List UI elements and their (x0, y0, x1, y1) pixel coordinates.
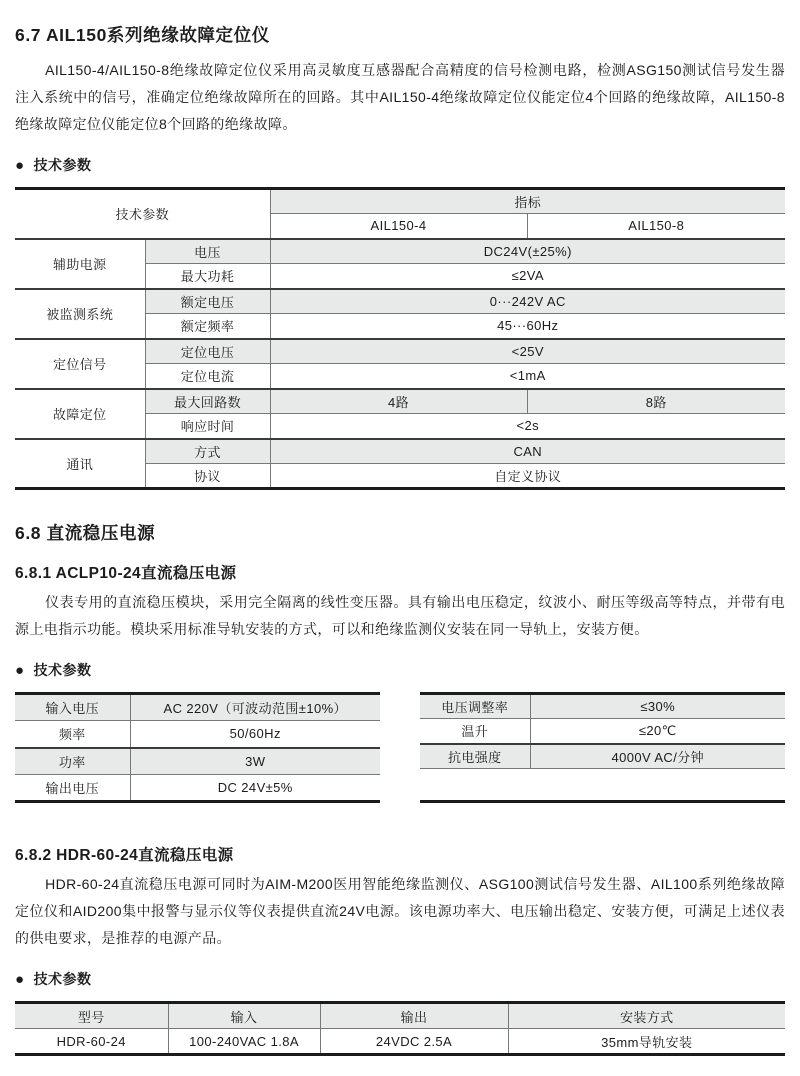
section-6-8-2-paragraph: HDR-60-24直流稳压电源可同时为AIM-M200医用智能绝缘监测仪、ASG100测试信号发生器、AIL100系列绝缘故障定位仪和AID200集中报警与显示仪等仪表提供直流24V电源。该电源功率大、电压输出稳定、安装方便，可满足上述仪表的供电要求，是推荐的电源产品。 (15, 876, 785, 946)
param-label-cell: 额定电压 (145, 289, 270, 314)
model-b-header-cell: AIL150-8 (527, 214, 785, 239)
section-6-8-2-heading: 6.8.2 HDR-60-24直流稳压电源 (15, 847, 234, 864)
model-a-header-cell: AIL150-4 (270, 214, 527, 239)
tech-params-header-1 (15, 155, 785, 175)
param-value-cell: 3W (130, 748, 380, 775)
section-6-7-heading: 6.7 AIL150系列绝缘故障定位仪 (15, 25, 270, 45)
param-value-cell: 0···242V AC (270, 289, 785, 314)
param-value-cell: DC24V(±25%) (270, 239, 785, 264)
section-6-8-heading: 6.8 直流稳压电源 (15, 523, 156, 543)
param-value-b-cell: 8路 (527, 389, 785, 414)
input-cell: 100-240VAC 1.8A (168, 1029, 320, 1055)
table-row (15, 389, 785, 414)
param-label-cell: 响应时间 (145, 414, 270, 439)
param-value-cell: ≤20℃ (530, 719, 785, 744)
param-value-a-cell: 4路 (270, 389, 527, 414)
category-cell: 通讯 (15, 439, 145, 489)
model-cell: HDR-60-24 (15, 1029, 168, 1055)
column-header-cell: 安装方式 (508, 1003, 785, 1029)
table-row (420, 694, 785, 719)
param-label-cell: 频率 (15, 721, 130, 748)
table-row (15, 694, 380, 721)
table-row (15, 1029, 785, 1055)
param-label-cell: 抗电强度 (420, 744, 530, 769)
output-cell: 24VDC 2.5A (320, 1029, 508, 1055)
corner-cell: 技术参数 (15, 189, 270, 239)
category-cell: 被监测系统 (15, 289, 145, 339)
table-row (420, 744, 785, 769)
column-header-cell: 输入 (168, 1003, 320, 1029)
table-row (15, 721, 380, 748)
tech-params-label: 技术参数 (33, 971, 92, 987)
section-6-8-1-paragraph: 仪表专用的直流稳压模块，采用完全隔离的线性变压器。具有输出电压稳定，纹波小、耐压等级高等特点，并带有电源上电指示功能。模块采用标准导轨安装的方式，可以和绝缘监测仪安装在同一导轨上，安装方便。 (15, 594, 785, 637)
category-cell: 辅助电源 (15, 239, 145, 289)
param-value-cell: AC 220V（可波动范围±10%） (130, 694, 380, 721)
column-header-cell: 输出 (320, 1003, 508, 1029)
param-value-cell: CAN (270, 439, 785, 464)
param-label-cell: 定位电压 (145, 339, 270, 364)
param-value-cell: <1mA (270, 364, 785, 389)
param-label-cell: 电压调整率 (420, 694, 530, 719)
tech-params-label: 技术参数 (33, 157, 92, 173)
table-row (420, 719, 785, 744)
bullet-circle-icon: ● (15, 156, 25, 174)
param-value-cell: 45···60Hz (270, 314, 785, 339)
param-value-cell: ≤30% (530, 694, 785, 719)
param-value-cell: DC 24V±5% (130, 775, 380, 802)
param-label-cell: 输出电压 (15, 775, 130, 802)
param-label-cell: 电压 (145, 239, 270, 264)
bullet-circle-icon: ● (15, 970, 25, 988)
param-label-cell: 定位电流 (145, 364, 270, 389)
category-cell: 定位信号 (15, 339, 145, 389)
param-label-cell: 功率 (15, 748, 130, 775)
table-row (15, 239, 785, 264)
category-cell: 故障定位 (15, 389, 145, 439)
table-row (15, 339, 785, 364)
column-header-cell: 型号 (15, 1003, 168, 1029)
bullet-circle-icon: ● (15, 661, 25, 679)
aclp-output-table (420, 692, 785, 769)
param-value-cell: <25V (270, 339, 785, 364)
section-6-7-paragraph: AIL150-4/AIL150-8绝缘故障定位仪采用高灵敏度互感器配合高精度的信号检测电路，检测ASG150测试信号发生器注入系统中的信号，准确定位绝缘故障所在的回路。其中AIL150-4绝缘故障定位仪能定位4个回路的绝缘故障，AIL150-8绝缘故障定位仪能定位8个回路的绝缘故障。 (15, 62, 785, 132)
mounting-cell: 35mm导轨安装 (508, 1029, 785, 1055)
param-label-cell: 最大功耗 (145, 264, 270, 289)
table-row (15, 775, 380, 802)
param-label-cell: 额定频率 (145, 314, 270, 339)
table-bottom-rule (420, 800, 785, 803)
table-row (15, 289, 785, 314)
tech-params-header-3 (15, 969, 785, 989)
param-value-cell: 50/60Hz (130, 721, 380, 748)
section-6-8-1-heading: 6.8.1 ACLP10-24直流稳压电源 (15, 565, 237, 582)
param-label-cell: 方式 (145, 439, 270, 464)
table-row (15, 439, 785, 464)
hdr-spec-table (15, 1001, 785, 1056)
table-row (15, 748, 380, 775)
aclp-input-table (15, 692, 380, 803)
param-label-cell: 输入电压 (15, 694, 130, 721)
tech-params-header-2 (15, 660, 785, 680)
param-value-cell: 自定义协议 (270, 464, 785, 489)
aclp-tables-row (15, 692, 785, 803)
tech-params-label: 技术参数 (33, 662, 92, 678)
param-label-cell: 温升 (420, 719, 530, 744)
aclp-output-table-wrap (420, 692, 785, 803)
param-value-cell: <2s (270, 414, 785, 439)
indicator-header-cell: 指标 (270, 189, 785, 214)
ail150-spec-table (15, 187, 785, 490)
param-label-cell: 最大回路数 (145, 389, 270, 414)
param-value-cell: ≤2VA (270, 264, 785, 289)
param-label-cell: 协议 (145, 464, 270, 489)
param-value-cell: 4000V AC/分钟 (530, 744, 785, 769)
